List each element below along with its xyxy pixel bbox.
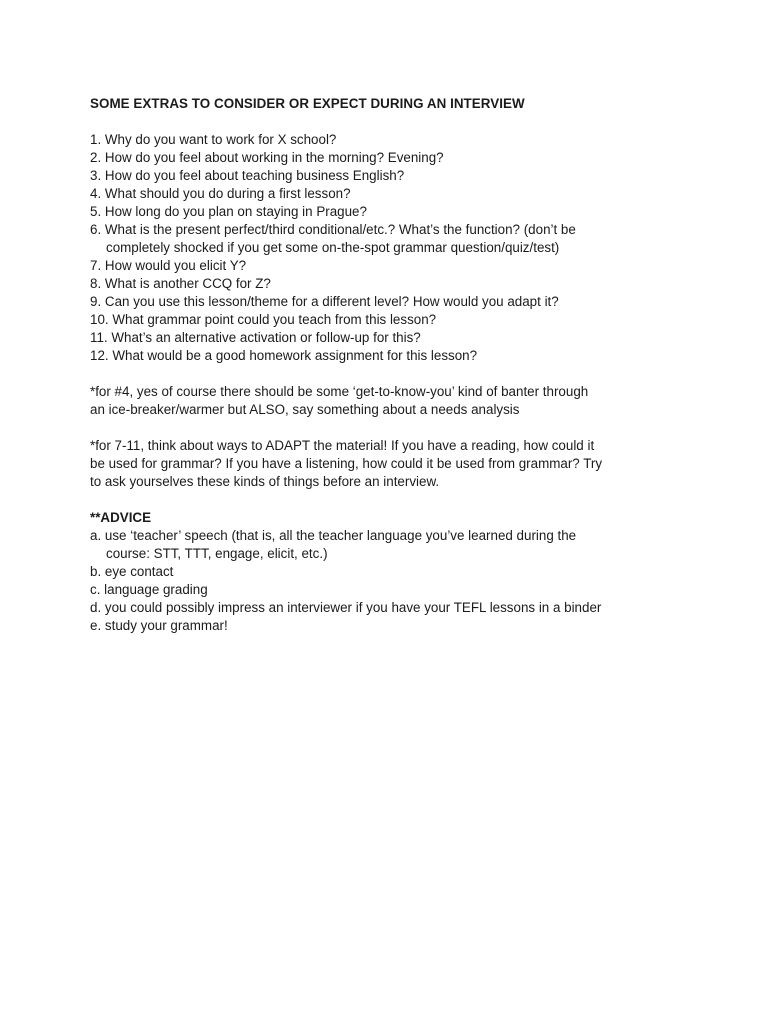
item-number: 12. [90, 348, 109, 363]
list-item [90, 329, 690, 347]
item-letter: e. [90, 618, 102, 633]
note-line: to ask yourselves these kinds of things before an interview. [90, 474, 440, 489]
list-item [90, 563, 690, 581]
list-item [90, 599, 690, 617]
item-text: study your grammar! [104, 618, 228, 633]
document-title: SOME EXTRAS TO CONSIDER OR EXPECT DURING AN INTERVIEW [90, 96, 525, 111]
list-item [90, 131, 690, 149]
item-number: 11. [90, 330, 108, 345]
list-item [90, 221, 690, 257]
item-number: 5. [90, 204, 102, 219]
item-number: 9. [90, 294, 102, 309]
item-text: use ‘teacher’ speech (that is, all the teacher language you’ve learned during the [104, 528, 577, 543]
item-text: What grammar point could you teach from this lesson? [112, 312, 437, 327]
advice-list [90, 527, 690, 635]
item-text: What should you do during a first lesson? [104, 186, 351, 201]
list-item [90, 293, 690, 311]
item-letter: c. [90, 582, 101, 597]
list-item [90, 275, 690, 293]
question-list [90, 131, 690, 365]
list-item [90, 203, 690, 221]
item-text: What’s an alternative activation or follow-up for this? [111, 330, 421, 345]
item-text: How would you elicit Y? [104, 258, 247, 273]
item-text: How do you feel about working in the morning? Evening? [104, 150, 444, 165]
item-text: How do you feel about teaching business English? [104, 168, 405, 183]
list-item [90, 149, 690, 167]
item-text: How long do you plan on staying in Prague? [104, 204, 367, 219]
list-item [90, 311, 690, 329]
item-text: language grading [104, 582, 208, 597]
item-number: 6. [90, 222, 102, 237]
item-continuation: completely shocked if you get some on-the-spot grammar question/quiz/test) [106, 240, 560, 255]
note-line: *for #4, yes of course there should be some ‘get-to-know-you’ kind of banter through [90, 384, 589, 399]
list-item [90, 185, 690, 203]
item-text: What would be a good homework assignment for this lesson? [112, 348, 478, 363]
advice-heading: **ADVICE [90, 510, 152, 525]
list-item [90, 167, 690, 185]
item-text: What is the present perfect/third conditional/etc.? What’s the function? (don’t be [104, 222, 576, 237]
list-item [90, 527, 690, 563]
item-letter: d. [90, 600, 102, 615]
item-number: 8. [90, 276, 102, 291]
note-line: *for 7-11, think about ways to ADAPT the material! If you have a reading, how could it [90, 438, 595, 453]
note-line: an ice-breaker/warmer but ALSO, say something about a needs analysis [90, 402, 520, 417]
item-continuation: course: STT, TTT, engage, elicit, etc.) [106, 546, 328, 561]
item-number: 4. [90, 186, 102, 201]
item-letter: a. [90, 528, 102, 543]
item-text: Can you use this lesson/theme for a different level? How would you adapt it? [104, 294, 559, 309]
list-item [90, 617, 690, 635]
item-text: Why do you want to work for X school? [104, 132, 337, 147]
item-number: 1. [90, 132, 102, 147]
item-text: What is another CCQ for Z? [104, 276, 271, 291]
note-first-lesson [90, 383, 690, 419]
list-item [90, 347, 690, 365]
item-number: 7. [90, 258, 102, 273]
item-number: 10. [90, 312, 109, 327]
note-line: be used for grammar? If you have a listening, how could it be used from grammar? Try [90, 456, 603, 471]
item-text: eye contact [104, 564, 174, 579]
item-letter: b. [90, 564, 102, 579]
list-item [90, 257, 690, 275]
item-text: you could possibly impress an interviewer if you have your TEFL lessons in a binder [104, 600, 602, 615]
item-number: 2. [90, 150, 102, 165]
document-page [90, 95, 690, 635]
item-number: 3. [90, 168, 102, 183]
list-item [90, 581, 690, 599]
note-adapt-material [90, 437, 690, 491]
